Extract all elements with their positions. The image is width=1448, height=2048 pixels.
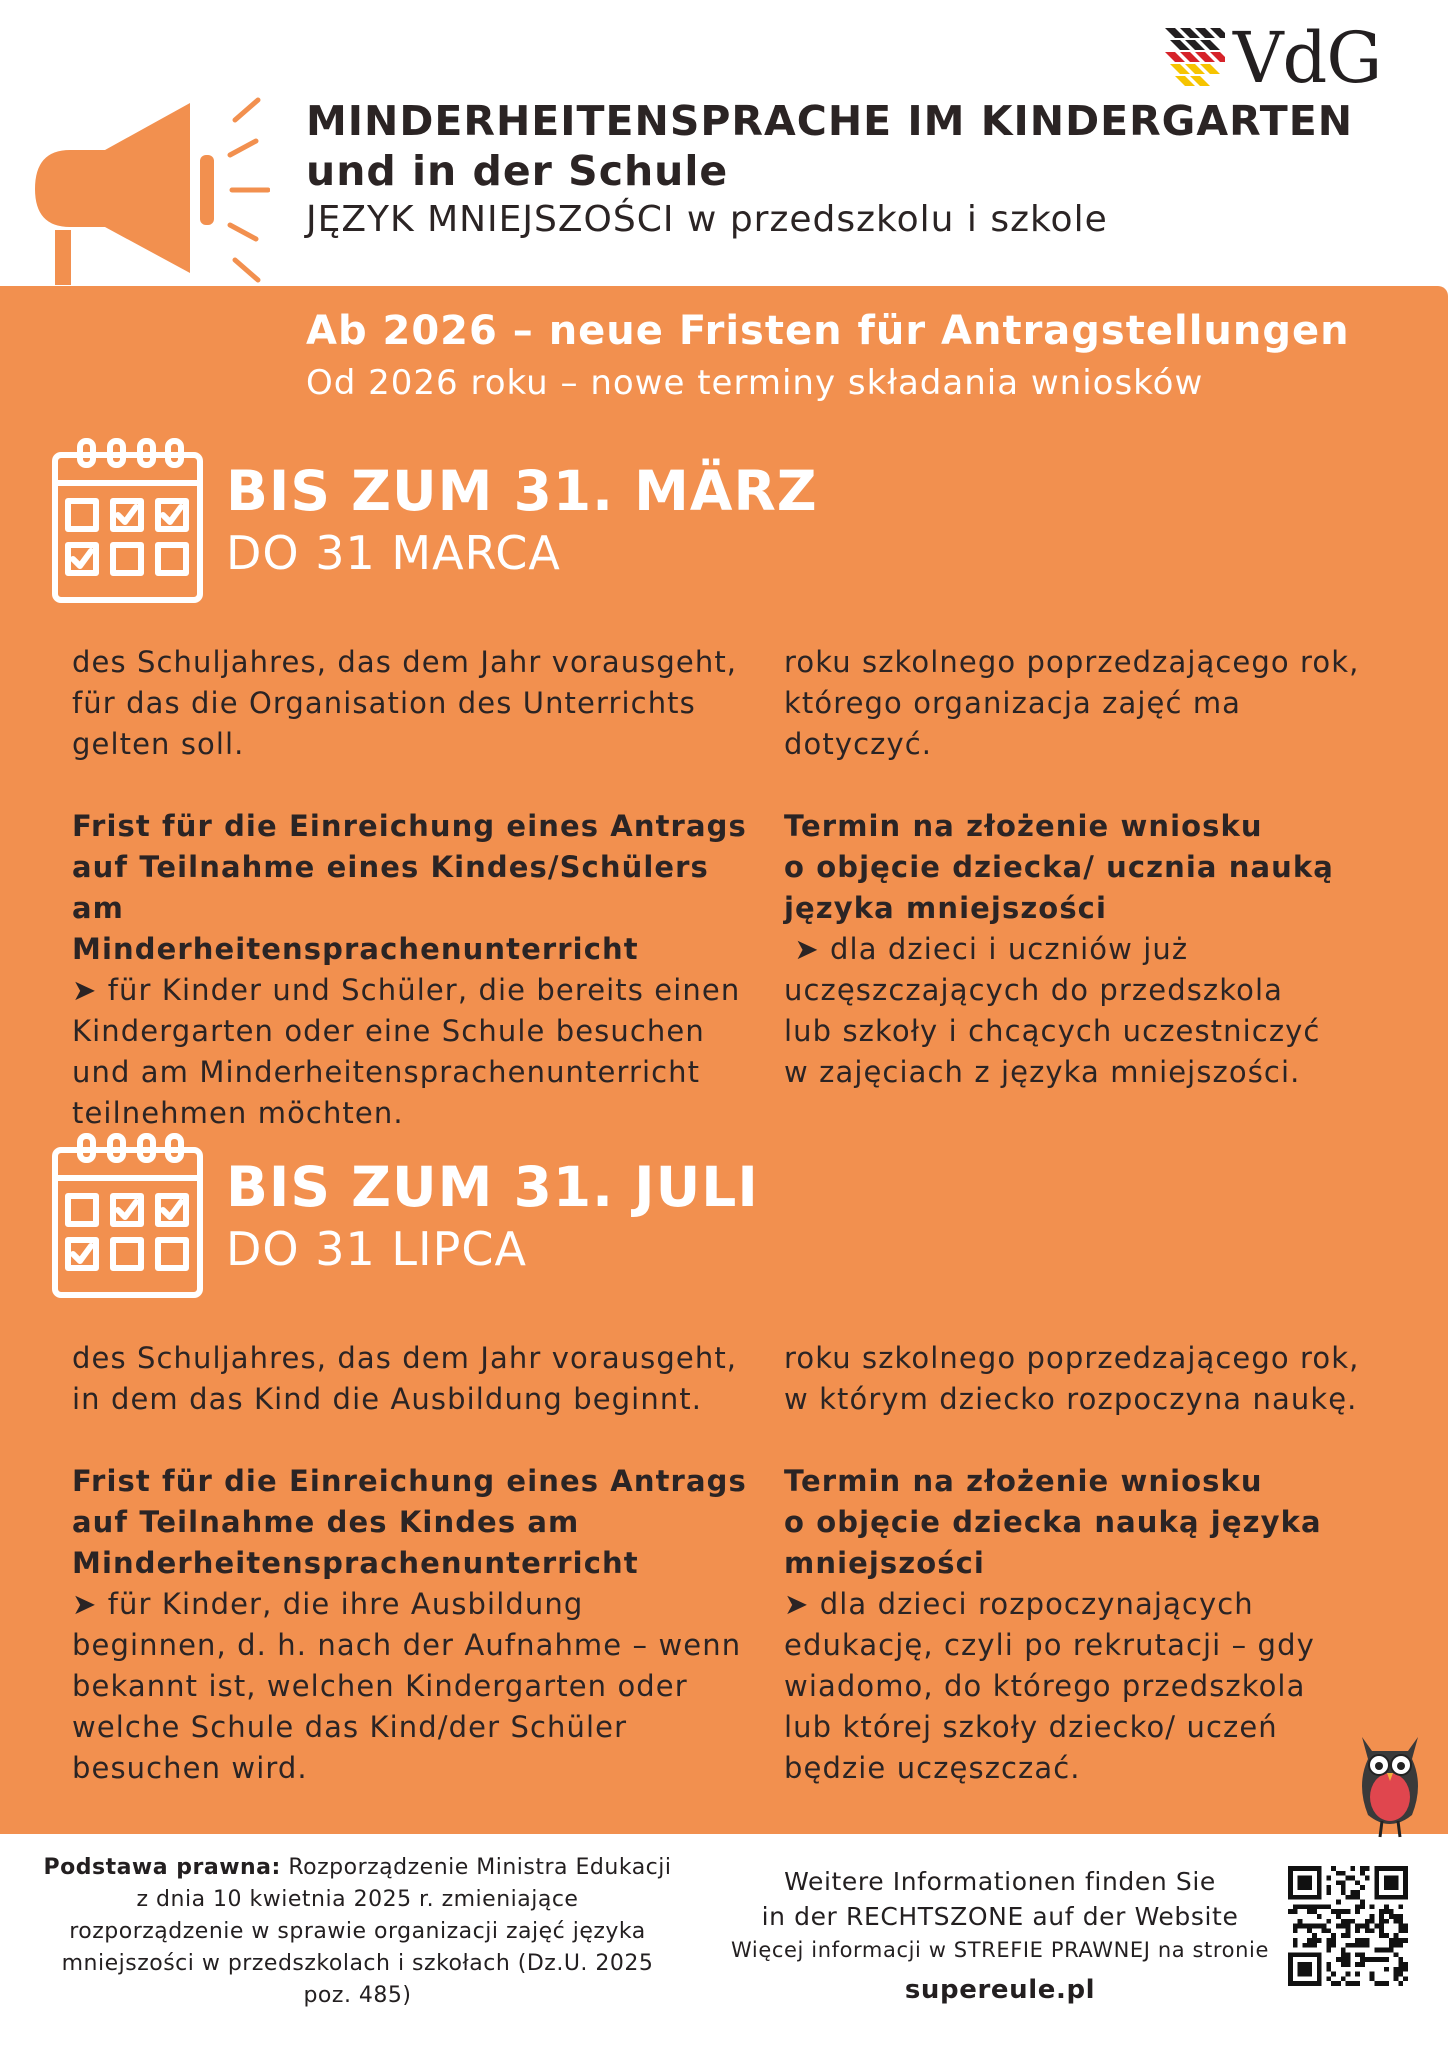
section-text-de [72,642,772,1134]
text-line: teilnehmen möchten. [72,1096,404,1130]
intro-heading-de: Ab 2026 – neue Fristen für Antragstellungen [306,308,1350,354]
bold-line: Frist für die Einreichung eines Antrags [72,1464,747,1498]
text-line: ➤ für Kinder, die ihre Ausbildung [72,1587,584,1621]
bold-line: auf Teilnahme eines Kindes/Schülers am [72,850,709,925]
intro-heading-pl: Od 2026 roku – nowe terminy składania wniosków [306,363,1204,403]
legal-text: z dnia 10 kwietnia 2025 r. zmieniające [136,1887,579,1912]
text-line: będzie uczęszczać. [784,1751,1081,1785]
text-line: ➤ dla dzieci i uczniów już [784,932,1189,966]
text-line: des Schuljahres, das dem Jahr vorausgeht, [72,645,738,679]
text-line: gelten soll. [72,727,245,761]
calendar-icon [50,433,205,608]
info-line: Więcej informacji w STREFIE PRAWNEJ na stronie [731,1938,1269,1962]
bold-line: auf Teilnahme des Kindes am [72,1505,580,1539]
legal-label: Podstawa prawna: [43,1855,281,1880]
legal-text: Rozporządzenie Ministra Edukacji [280,1855,672,1880]
legal-text: mniejszości w przedszkolach i szkołach (Dz.U. 2025 [61,1951,654,1976]
info-line: in der RECHTSZONE auf der Website [761,1902,1239,1931]
deadline-heading-de: BIS ZUM 31. JULI [226,1155,759,1219]
section-text-pl [784,1338,1384,1789]
logo-flag-icon [1165,28,1225,88]
vdg-logo [1165,17,1420,99]
text-line: roku szkolnego poprzedzającego rok, [784,1341,1360,1375]
text-line: lub której szkoły dziecko/ uczeń [784,1710,1278,1744]
text-line: besuchen wird. [72,1751,308,1785]
bold-line: języka mniejszości [784,891,1108,925]
legal-text: poz. 485) [303,1983,412,2008]
text-line: dotyczyć. [784,727,933,761]
info-line: Weitere Informationen finden Sie [784,1867,1216,1896]
megaphone-icon [30,95,270,285]
text-line: in dem das Kind die Ausbildung beginnt. [72,1382,703,1416]
page-title: MINDERHEITENSPRACHE IM KINDERGARTEN [306,97,1354,145]
text-line: für das die Organisation des Unterrichts [72,686,696,720]
section-text-de [72,1338,772,1789]
text-line: roku szkolnego poprzedzającego rok, [784,645,1360,679]
text-line: ➤ für Kinder und Schüler, die bereits einen [72,973,741,1007]
text-line: des Schuljahres, das dem Jahr vorausgeht, [72,1341,738,1375]
text-line: wiadomo, do którego przedszkola [784,1669,1306,1703]
logo-text: VdG [1233,17,1382,99]
deadline-heading-de: BIS ZUM 31. MÄRZ [226,459,818,523]
bold-line: o objęcie dziecka/ ucznia nauką [784,850,1334,884]
bold-line: Minderheitensprachenunterricht [72,932,639,966]
page-title-polish: JĘZYK MNIEJSZOŚCI w przedszkolu i szkole [306,199,1108,240]
website-link[interactable]: supereule.pl [904,1975,1096,2005]
text-line: Kindergarten oder eine Schule besuchen [72,1014,705,1048]
text-line: welche Schule das Kind/der Schüler [72,1710,628,1744]
text-line: bekannt ist, welchen Kindergarten oder [72,1669,688,1703]
legal-basis [10,1852,705,2012]
legal-text: rozporządzenie w sprawie organizacji zajęć języka [69,1919,646,1944]
text-line: uczęszczających do przedszkola [784,973,1283,1007]
text-line: którego organizacja zajęć ma [784,686,1242,720]
bold-line: Termin na złożenie wniosku [784,1464,1263,1498]
bold-line: Frist für die Einreichung eines Antrags [72,809,747,843]
text-line: und am Minderheitensprachenunterricht [72,1055,701,1089]
text-line: lub szkoły i chcących uczestniczyć [784,1014,1321,1048]
text-line: edukację, czyli po rekrutacji – gdy [784,1628,1315,1662]
deadline-heading-pl: DO 31 MARCA [226,526,561,580]
section-text-pl [784,642,1384,1093]
text-line: ➤ dla dzieci rozpoczynających [784,1587,1254,1621]
text-line: w którym dziecko rozpoczyna naukę. [784,1382,1358,1416]
bold-line: mniejszości [784,1546,985,1580]
qr-code[interactable] [1288,1866,1408,1986]
calendar-icon [50,1128,205,1303]
more-info [700,1864,1300,2010]
owl-icon [1350,1725,1430,1845]
deadline-heading-pl: DO 31 LIPCA [226,1222,527,1276]
text-line: w zajęciach z języka mniejszości. [784,1055,1301,1089]
bold-line: Termin na złożenie wniosku [784,809,1263,843]
text-line: beginnen, d. h. nach der Aufnahme – wenn [72,1628,742,1662]
bold-line: o objęcie dziecka nauką języka [784,1505,1322,1539]
page-title-line2: und in der Schule [306,147,729,195]
bold-line: Minderheitensprachenunterricht [72,1546,639,1580]
